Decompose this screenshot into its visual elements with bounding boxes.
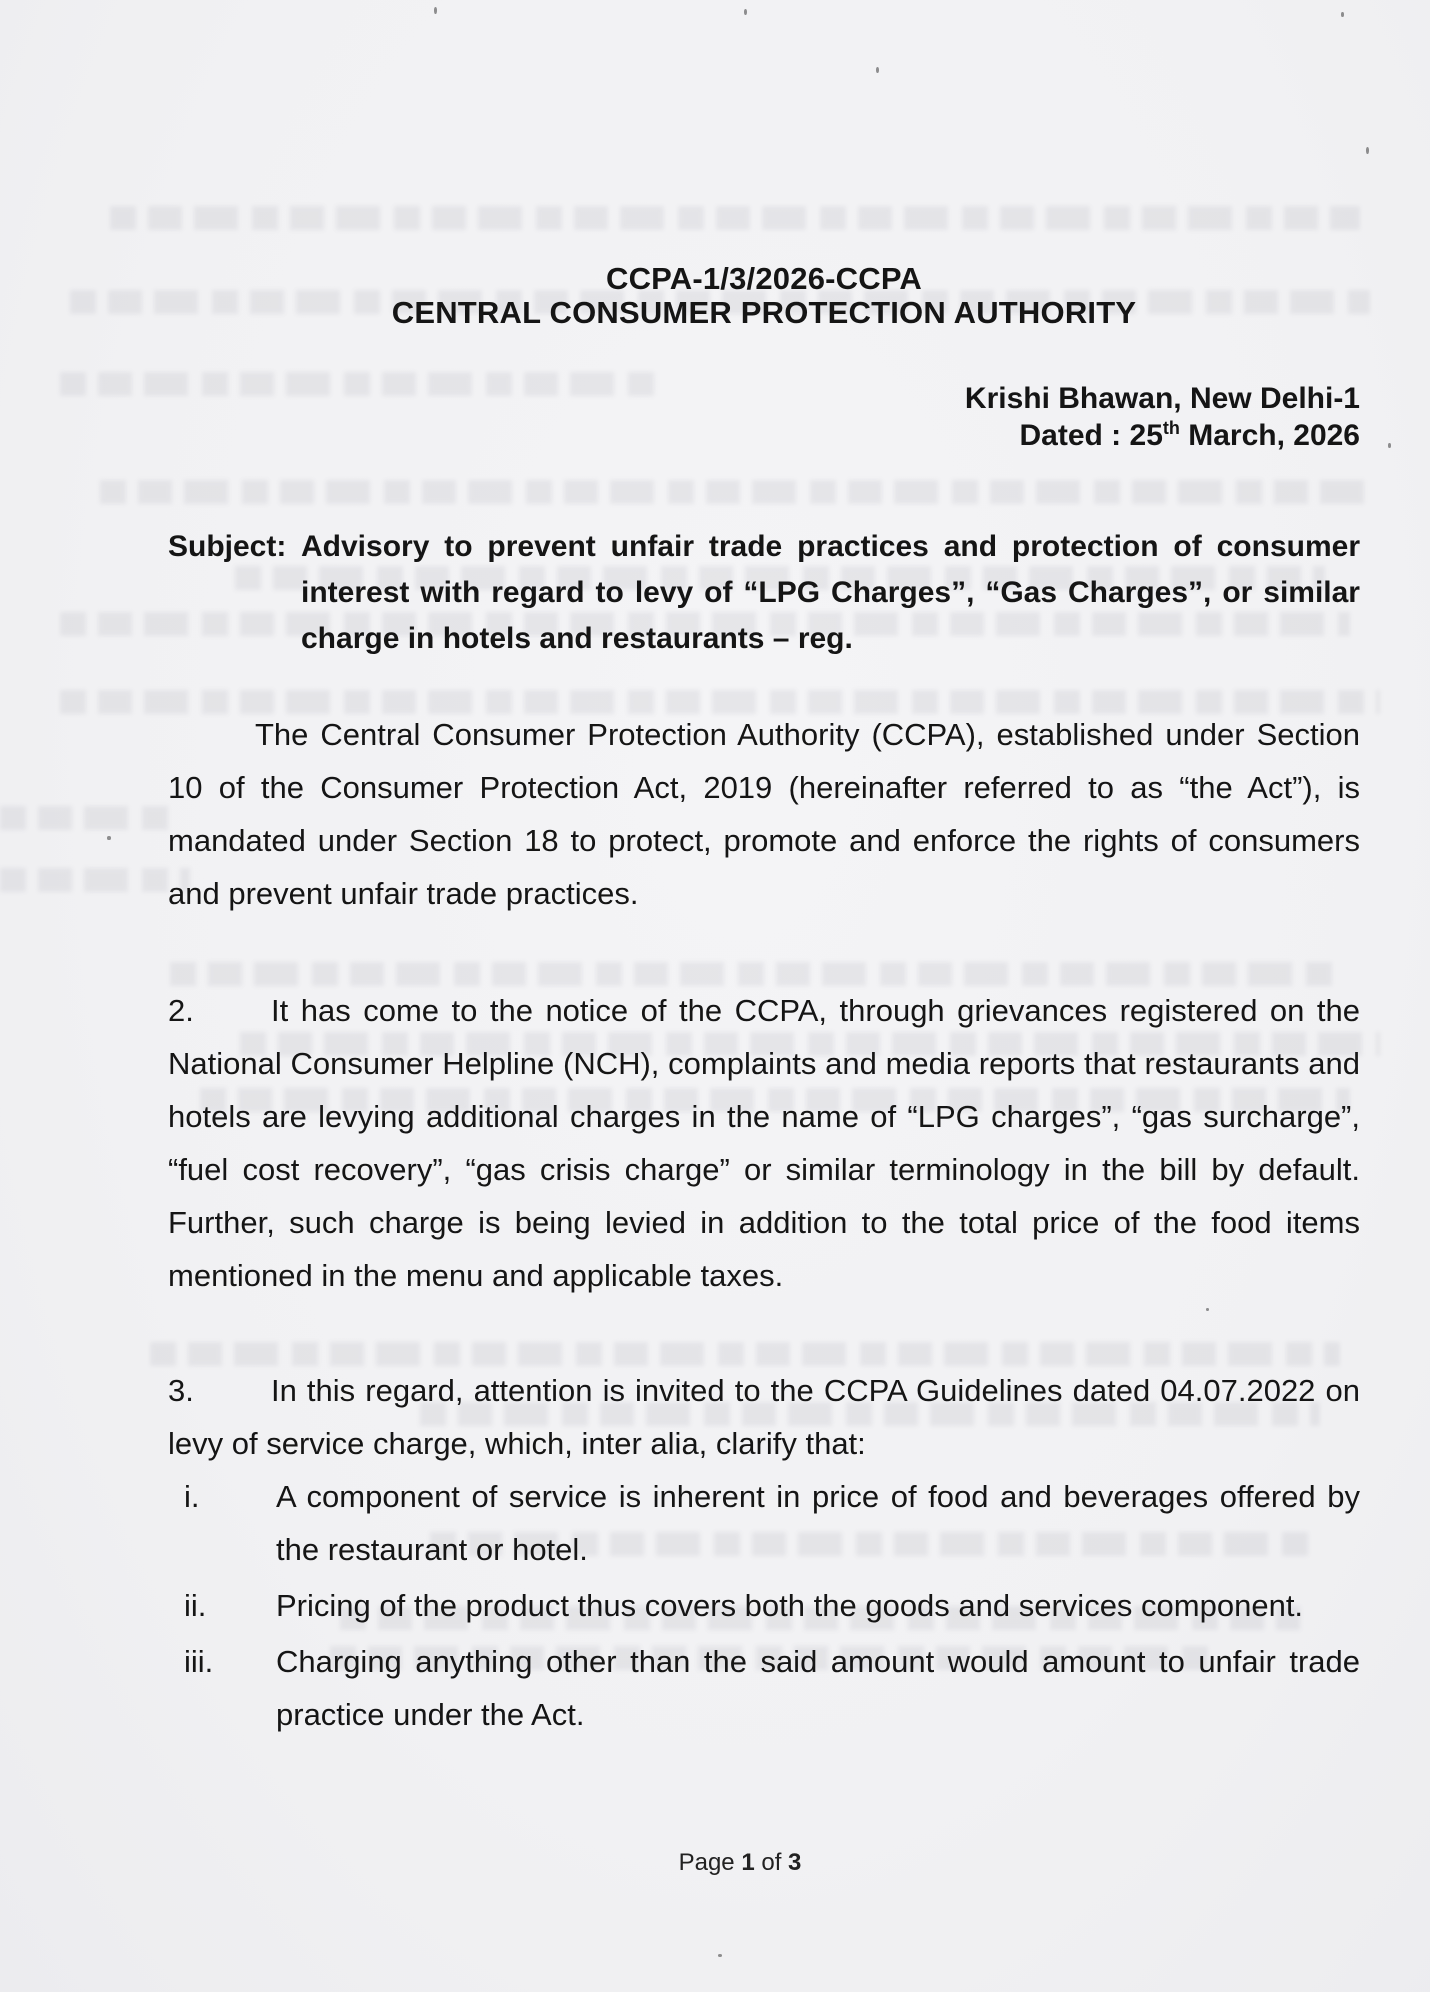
document-body (168, 0, 1360, 1744)
file-number: CCPA-1/3/2026-CCPA (606, 261, 922, 296)
guidelines-list (168, 1470, 1360, 1741)
page-total: 3 (788, 1849, 802, 1876)
page-footer (25, 1849, 1430, 1877)
subject-block (168, 524, 1360, 662)
paragraph-number: 2. (168, 993, 194, 1028)
bleedthrough-line (0, 868, 190, 892)
scan-speck (1366, 147, 1369, 154)
paragraph-text: In this regard, attention is invited to the CCPA Guidelines dated 04.07.2022 on levy of service charge, which, inter alia, clarify that: (168, 1373, 1360, 1461)
paragraph-3 (168, 1364, 1360, 1470)
scan-speck (1388, 443, 1391, 448)
date-suffix: March, 2026 (1179, 419, 1360, 452)
date-line (168, 417, 1360, 454)
scan-speck (718, 1954, 722, 1957)
paragraph-number: 3. (168, 1373, 194, 1408)
list-item-text: Pricing of the product thus covers both the goods and services component. (276, 1588, 1304, 1623)
list-item (168, 1470, 1360, 1576)
footer-middle: of (754, 1849, 789, 1876)
date-ordinal-superscript: th (1162, 418, 1180, 438)
list-item (168, 1635, 1360, 1741)
authority-name: CENTRAL CONSUMER PROTECTION AUTHORITY (391, 295, 1137, 330)
scan-speck (107, 836, 111, 840)
subject-text: Advisory to prevent unfair trade practices and protection of consumer interest with regard to levy of “LPG Charges”, “Gas Charges”, or similar charge in hotels and restaurants – reg. (301, 530, 1360, 655)
place-line: Krishi Bhawan, New Delhi-1 (964, 382, 1360, 415)
list-item-number: iii. (184, 1644, 214, 1679)
list-item-number: ii. (184, 1588, 207, 1623)
date-prefix: Dated : 25 (1019, 419, 1163, 452)
list-item-text: Charging anything other than the said amount would amount to unfair trade practice under the Act. (276, 1644, 1360, 1732)
footer-prefix: Page (678, 1849, 742, 1876)
place-date-block (168, 380, 1360, 454)
letterhead (168, 0, 1360, 330)
list-item (168, 1579, 1360, 1632)
subject-label: Subject: (168, 530, 287, 563)
list-item-text: A component of service is inherent in price of food and beverages offered by the restaurant or hotel. (276, 1479, 1360, 1567)
paragraph-1: The Central Consumer Protection Authority (CCPA), established under Section 10 of the Consumer Protection Act, 2019 (hereinafter referred to as “the Act”), is mandated under Section 18 to protect, promote and enforce the rights of consumers and prevent unfair trade practices. (168, 717, 1360, 911)
bleedthrough-line (0, 806, 170, 830)
paragraph-2 (168, 984, 1360, 1302)
page-number: 1 (741, 1849, 755, 1876)
list-item-number: i. (184, 1479, 200, 1514)
paragraph-text: It has come to the notice of the CCPA, through grievances registered on the National Consumer Helpline (NCH), complaints and media reports that restaurants and hotels are levying additional charges in the name of “LPG charges”, “gas surcharge”, “fuel cost recovery”, “gas crisis charge” or similar terminology in the bill by default. Further, such charge is being levied in addition to the total price of the food items mentioned in the menu and applicable taxes. (168, 993, 1360, 1293)
